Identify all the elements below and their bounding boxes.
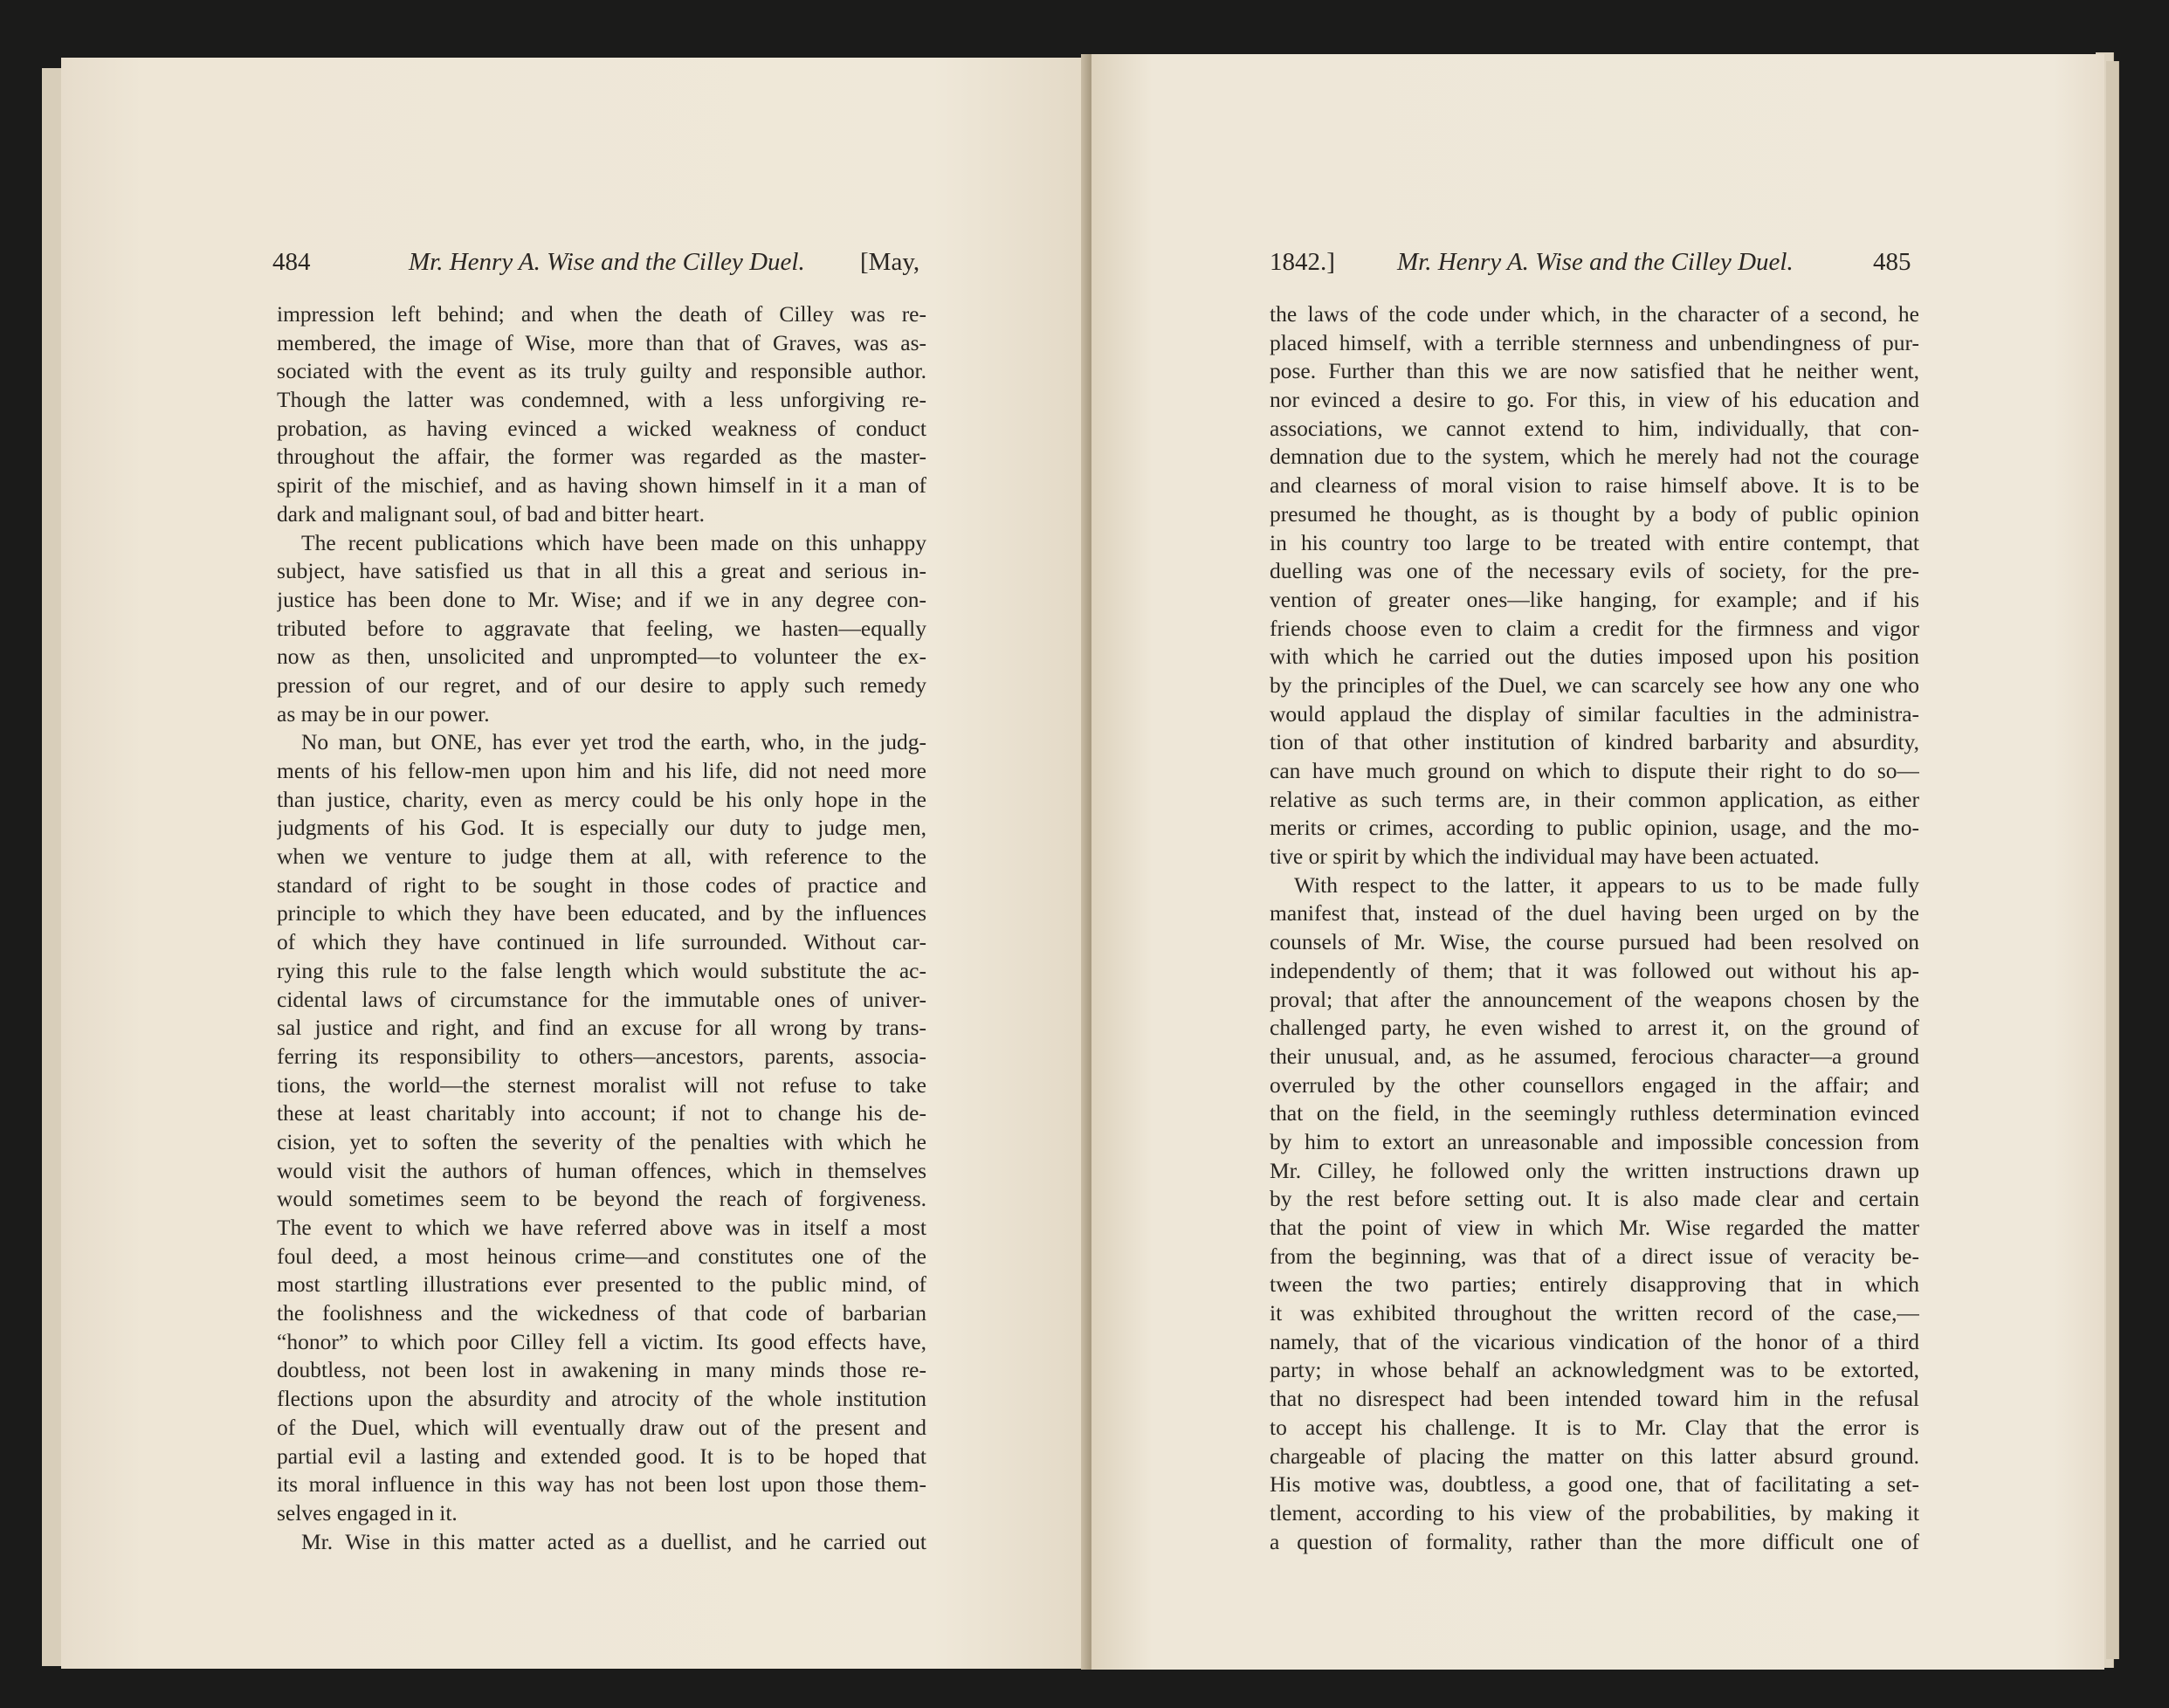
text-line: throughout the affair, the former was regarded as the master- bbox=[277, 444, 926, 470]
text-line: duelling was one of the necessary evils of society, for the pre- bbox=[1270, 558, 1919, 584]
running-date: [May, bbox=[860, 248, 920, 276]
text-line: a question of formality, rather than the more difficult one of bbox=[1270, 1528, 1919, 1554]
text-line: overruled by the other counsellors engaged in the affair; and bbox=[1270, 1071, 1919, 1098]
text-line: sal justice and right, and find an excuse for all wrong by trans- bbox=[277, 1015, 926, 1041]
text-line: would visit the authors of human offences, which in themselves bbox=[277, 1157, 926, 1183]
text-line: manifest that, instead of the duel having been urged on by the bbox=[1270, 900, 1919, 926]
page-number: 485 bbox=[1873, 248, 1911, 276]
text-line: dark and malignant soul, of bad and bitter heart. bbox=[277, 500, 706, 527]
text-line: tive or spirit by which the individual may have been actuated. bbox=[1270, 844, 1820, 870]
text-line: now as then, unsolicited and unprompted—to volunteer the ex- bbox=[277, 644, 926, 670]
text-line: when we venture to judge them at all, with reference to the bbox=[277, 844, 926, 870]
page-stack-edge bbox=[2106, 61, 2119, 1659]
text-line: proval; that after the announcement of the weapons chosen by the bbox=[1270, 986, 1919, 1012]
text-line: flections upon the absurdity and atrocity of the whole institution bbox=[277, 1386, 926, 1412]
text-line: that on the field, in the seemingly ruthless determination evinced bbox=[1270, 1100, 1919, 1126]
text-line: it was exhibited throughout the written record of the case,— bbox=[1270, 1300, 1919, 1326]
running-title: Mr. Henry A. Wise and the Cilley Duel. bbox=[409, 248, 805, 276]
text-column bbox=[277, 300, 926, 1556]
text-line: probation, as having evinced a wicked weakness of conduct bbox=[277, 415, 926, 441]
text-line: Mr. Cilley, he followed only the written instructions drawn up bbox=[1270, 1157, 1919, 1183]
text-line: subject, have satisfied us that in all this a great and serious in- bbox=[277, 558, 926, 584]
text-line: by him to extort an unreasonable and impossible concession from bbox=[1270, 1128, 1919, 1154]
page-header bbox=[61, 248, 1087, 283]
text-line: cidental laws of circumstance for the immutable ones of univer- bbox=[277, 986, 926, 1012]
text-line: principle to which they have been educated, and by the influences bbox=[277, 900, 926, 926]
text-line: demnation due to the system, which he merely had not the courage bbox=[1270, 444, 1919, 470]
text-line: to accept his challenge. It is to Mr. Clay that the error is bbox=[1270, 1414, 1919, 1440]
right-page bbox=[1091, 54, 2104, 1670]
text-line: and clearness of moral vision to raise himself above. It is to be bbox=[1270, 472, 1919, 499]
text-line: foul deed, a most heinous crime—and constitutes one of the bbox=[277, 1243, 926, 1269]
text-line: sociated with the event as its truly guilty and responsible author. bbox=[277, 358, 926, 384]
text-line: nor evinced a desire to go. For this, in view of his education and bbox=[1270, 387, 1919, 413]
text-line: associations, we cannot extend to him, individually, that con- bbox=[1270, 415, 1919, 441]
text-line: would applaud the display of similar faculties in the administra- bbox=[1270, 700, 1919, 727]
text-line: presumed he thought, as is thought by a body of public opinion bbox=[1270, 500, 1919, 527]
text-line: friends choose even to claim a credit for the firmness and vigor bbox=[1270, 615, 1919, 641]
text-line: its moral influence in this way has not been lost upon those them- bbox=[277, 1471, 926, 1498]
text-line: rying this rule to the false length which would substitute the ac- bbox=[277, 957, 926, 983]
text-line: tributed before to aggravate that feeling, we hasten—equally bbox=[277, 615, 926, 641]
text-line: pose. Further than this we are now satisfied that he neither went, bbox=[1270, 358, 1919, 384]
text-line: His motive was, doubtless, a good one, that of facilitating a set- bbox=[1270, 1471, 1919, 1498]
running-title: Mr. Henry A. Wise and the Cilley Duel. bbox=[1397, 248, 1794, 276]
text-line: The recent publications which have been made on this unhappy bbox=[301, 529, 926, 555]
text-line: judgments of his God. It is especially our duty to judge men, bbox=[277, 815, 926, 841]
text-line: by the rest before setting out. It is also made clear and certain bbox=[1270, 1186, 1919, 1212]
text-line: Mr. Wise in this matter acted as a duellist, and he carried out bbox=[301, 1528, 926, 1554]
text-line: the laws of the code under which, in the character of a second, he bbox=[1270, 301, 1919, 327]
text-line: doubtless, not been lost in awakening in many minds those re- bbox=[277, 1357, 926, 1383]
text-line: from the beginning, was that of a direct issue of veracity be- bbox=[1270, 1243, 1919, 1269]
text-line: the foolishness and the wickedness of that code of barbarian bbox=[277, 1300, 926, 1326]
text-line: tion of that other institution of kindred barbarity and absurdity, bbox=[1270, 729, 1919, 755]
text-line: of the Duel, which will eventually draw out of the present and bbox=[277, 1414, 926, 1440]
text-line: that the point of view in which Mr. Wise regarded the matter bbox=[1270, 1215, 1919, 1240]
text-line: selves engaged in it. bbox=[277, 1499, 458, 1525]
text-line: ments of his fellow-men upon him and his life, did not need more bbox=[277, 758, 926, 783]
text-line: The event to which we have referred above was in itself a most bbox=[277, 1215, 926, 1240]
text-line: would sometimes seem to be beyond the reach of forgiveness. bbox=[277, 1186, 926, 1212]
text-line: their unusual, and, as he assumed, ferocious character—a ground bbox=[1270, 1043, 1919, 1069]
text-line: justice has been done to Mr. Wise; and if we in any degree con- bbox=[277, 586, 926, 612]
text-line: namely, that of the vicarious vindication of the honor of a third bbox=[1270, 1328, 1919, 1354]
page-header bbox=[1091, 248, 2104, 283]
text-line: membered, the image of Wise, more than that of Graves, was as- bbox=[277, 329, 926, 355]
text-line: that no disrespect had been intended toward him in the refusal bbox=[1270, 1386, 1919, 1412]
text-line: spirit of the mischief, and as having shown himself in it a man of bbox=[277, 472, 926, 499]
running-date: 1842.] bbox=[1270, 248, 1335, 276]
text-line: of which they have continued in life surrounded. Without car- bbox=[277, 929, 926, 955]
text-line: than justice, charity, even as mercy could be his only hope in the bbox=[277, 786, 926, 812]
text-line: cision, yet to soften the severity of the penalties with which he bbox=[277, 1128, 926, 1154]
text-line: these at least charitably into account; if not to change his de- bbox=[277, 1100, 926, 1126]
text-line: most startling illustrations ever presented to the public mind, of bbox=[277, 1271, 926, 1298]
left-page bbox=[61, 58, 1087, 1669]
text-line: impression left behind; and when the death of Cilley was re- bbox=[277, 301, 926, 327]
text-line: as may be in our power. bbox=[277, 700, 490, 727]
text-line: party; in whose behalf an acknowledgment was to be extorted, bbox=[1270, 1357, 1919, 1383]
text-line: No man, but ONE, has ever yet trod the earth, who, in the judg- bbox=[301, 729, 926, 755]
text-line: vention of greater ones—like hanging, for example; and if his bbox=[1270, 586, 1919, 612]
text-line: merits or crimes, according to public opinion, usage, and the mo- bbox=[1270, 815, 1919, 841]
text-line: tween the two parties; entirely disapproving that in which bbox=[1270, 1271, 1919, 1298]
text-line: ferring its responsibility to others—ancestors, parents, associa- bbox=[277, 1043, 926, 1069]
text-line: by the principles of the Duel, we can scarcely see how any one who bbox=[1270, 671, 1919, 698]
text-line: chargeable of placing the matter on this latter absurd ground. bbox=[1270, 1443, 1919, 1469]
text-line: “honor” to which poor Cilley fell a victim. Its good effects have, bbox=[277, 1328, 926, 1354]
text-line: in his country too large to be treated with entire contempt, that bbox=[1270, 529, 1919, 555]
text-line: Though the latter was condemned, with a less unforgiving re- bbox=[277, 387, 926, 413]
text-line: With respect to the latter, it appears to us to be made fully bbox=[1294, 871, 1919, 898]
text-line: can have much ground on which to dispute their right to do so— bbox=[1270, 758, 1919, 783]
text-line: partial evil a lasting and extended good. It is to be hoped that bbox=[277, 1443, 926, 1469]
text-line: placed himself, with a terrible sternness and unbendingness of pur- bbox=[1270, 329, 1919, 355]
text-column bbox=[1270, 300, 1919, 1556]
text-line: challenged party, he even wished to arrest it, on the ground of bbox=[1270, 1015, 1919, 1041]
text-line: relative as such terms are, in their common application, as either bbox=[1270, 786, 1919, 812]
text-line: independently of them; that it was followed out without his ap- bbox=[1270, 957, 1919, 983]
text-line: tions, the world—the sternest moralist will not refuse to take bbox=[277, 1071, 926, 1098]
text-line: standard of right to be sought in those codes of practice and bbox=[277, 871, 926, 898]
text-line: counsels of Mr. Wise, the course pursued had been resolved on bbox=[1270, 929, 1919, 955]
text-line: with which he carried out the duties imposed upon his position bbox=[1270, 644, 1919, 670]
text-line: tlement, according to his view of the probabilities, by making it bbox=[1270, 1499, 1919, 1525]
page-number: 484 bbox=[272, 248, 311, 276]
text-line: pression of our regret, and of our desire to apply such remedy bbox=[277, 671, 926, 698]
